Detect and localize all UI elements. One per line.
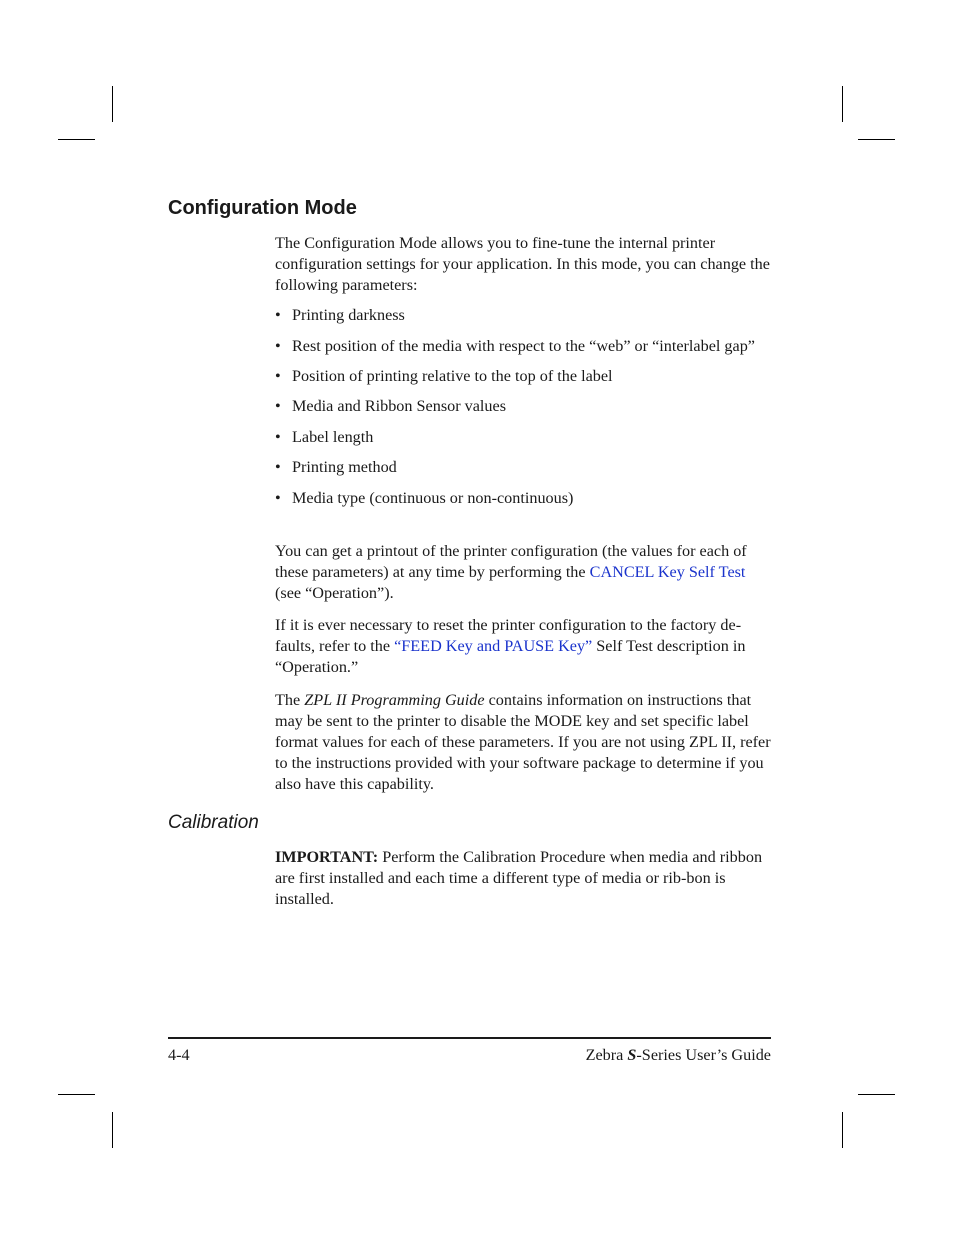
crop-mark xyxy=(858,1094,895,1095)
bullet-icon: • xyxy=(275,337,281,355)
crop-mark xyxy=(112,86,113,122)
crop-mark xyxy=(58,139,95,140)
printout-text-before: You can get a printout of the printer configuration (the values for each of these parameters) at any time by performing the xyxy=(275,542,747,581)
crop-mark xyxy=(858,139,895,140)
guide-title xyxy=(586,1045,771,1066)
reset-text-before: If it is ever necessary to reset the printer configuration to the factory de-faults, refer to the xyxy=(275,616,742,655)
important-label: IMPORTANT: xyxy=(275,848,379,866)
crop-mark xyxy=(842,1112,843,1148)
parameter-list xyxy=(275,305,775,509)
guide-title-after: -Series User’s Guide xyxy=(636,1046,771,1064)
list-item xyxy=(275,427,775,448)
important-text: Perform the Calibration Procedure when media and ribbon are first installed and each time a different type of media or rib-bon is installed. xyxy=(275,848,763,908)
list-item-text: Label length xyxy=(292,428,374,446)
guide-title-before: Zebra xyxy=(585,1046,628,1064)
list-item xyxy=(275,366,775,387)
list-item xyxy=(275,488,775,509)
guide-title-emphasis: S xyxy=(627,1046,637,1064)
reset-paragraph xyxy=(275,615,775,678)
list-item-text: Printing method xyxy=(292,458,397,476)
bullet-icon: • xyxy=(275,458,281,476)
list-item-text: Rest position of the media with respect to the “web” or “interlabel gap” xyxy=(292,337,755,355)
list-item xyxy=(275,305,775,326)
cancel-key-self-test-link[interactable]: CANCEL Key Self Test xyxy=(589,563,746,581)
crop-mark xyxy=(58,1094,95,1095)
list-item xyxy=(275,457,775,478)
printout-paragraph xyxy=(275,541,775,604)
footer-rule xyxy=(168,1037,771,1039)
list-item-text: Media and Ribbon Sensor values xyxy=(292,397,507,415)
calibration-heading: Calibration xyxy=(168,812,259,833)
page-number: 4-4 xyxy=(168,1046,190,1064)
list-item-text: Media type (continuous or non-continuous) xyxy=(292,489,574,507)
bullet-icon: • xyxy=(275,489,281,507)
list-item-text: Printing darkness xyxy=(292,306,405,324)
crop-mark xyxy=(112,1112,113,1148)
list-item xyxy=(275,336,775,357)
important-note xyxy=(275,847,775,910)
printout-text-after: (see “Operation”). xyxy=(275,584,394,602)
section-heading: Configuration Mode xyxy=(168,197,357,219)
list-item-text: Position of printing relative to the top of the label xyxy=(292,367,613,385)
reset-text-after: Self Test description in “Operation.” xyxy=(275,637,746,676)
zpl-paragraph xyxy=(275,690,775,795)
bullet-icon: • xyxy=(275,397,281,415)
zpl-text-before: The xyxy=(275,691,305,709)
bullet-icon: • xyxy=(275,428,281,446)
zpl-guide-title: ZPL II Programming Guide xyxy=(304,691,485,709)
zpl-text-after: contains information on instructions that may be sent to the printer to disable the MODE key and set specific label format values for each of these parameters. If you are not using ZPL II, refer to the instructions provided with your software package to determine if you also have this capability. xyxy=(275,691,771,793)
list-item xyxy=(275,396,775,417)
feed-pause-key-link[interactable]: “FEED Key and PAUSE Key” xyxy=(394,637,593,655)
bullet-icon: • xyxy=(275,306,281,324)
intro-paragraph: The Configuration Mode allows you to fine-tune the internal printer configuration settings for your application. In this mode, you can change the following parameters: xyxy=(275,234,770,294)
crop-mark xyxy=(842,86,843,122)
bullet-icon: • xyxy=(275,367,281,385)
